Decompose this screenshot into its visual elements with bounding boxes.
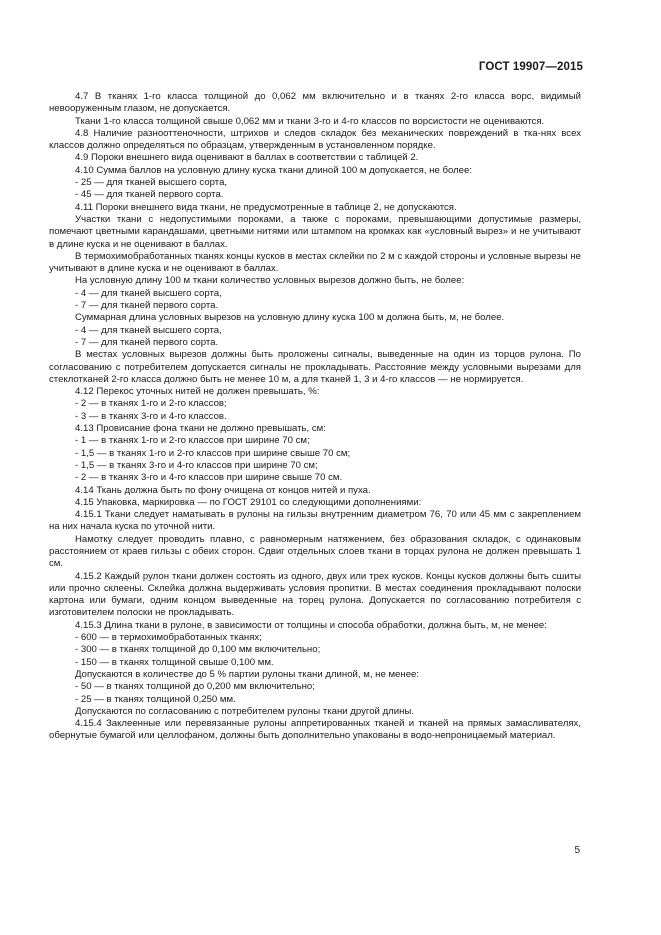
- list-item: - 300 — в тканях толщиной до 0,100 мм включительно;: [75, 644, 321, 656]
- paragraph-4-15: 4.15 Упаковка, маркировка — по ГОСТ 29101 со следующими дополнениями:: [75, 496, 422, 508]
- list-item: - 2 — в тканях 1-го и 2-го классов;: [75, 398, 227, 410]
- list-item: - 50 — в тканях толщиной до 0,200 мм включительно;: [75, 681, 315, 693]
- paragraph-4-10: 4.10 Сумма баллов на условную длину куска ткани длиной 100 м допускается, не более:: [75, 164, 472, 176]
- paragraph: В термохимобработанных тканях концы кусков в местах склейки по 2 м с каждой стороны и условные вырезы не учитывают в длине куска и не оценивают в баллах.: [49, 250, 581, 275]
- paragraph-4-15-1: 4.15.1 Ткани следует наматывать в рулоны на гильзы внутренним диаметром 76, 70 или 45 мм с закреплением на них начала куска по уточной нити.: [49, 509, 581, 533]
- paragraph-4-14: 4.14 Ткань должна быть по фону очищена от концов нитей и пуха.: [75, 484, 371, 496]
- list-item: - 25 — для тканей высшего сорта,: [75, 177, 228, 189]
- list-item: - 25 — в тканях толщиной 0,250 мм.: [75, 693, 236, 705]
- paragraph: Намотку следует проводить плавно, с равномерным натяжением, без образования складок, с одинаковым расстоянием от краев гильзы с обеих сторон. Сдвиг отдельных слоев ткани в торцах рулона не должен превышать 1 см.: [49, 533, 581, 570]
- page-number: 5: [574, 845, 580, 856]
- paragraph-4-13: 4.13 Провисание фона ткани не должно превышать, см:: [75, 423, 326, 435]
- paragraph-4-12: 4.12 Перекос уточных нитей не должен превышать, %:: [75, 386, 320, 398]
- list-item: - 3 — в тканях 3-го и 4-го классов.: [75, 410, 227, 422]
- paragraph-4-15-2: 4.15.2 Каждый рулон ткани должен состоять из одного, двух или трех кусков. Концы кусков должны быть сшиты или прочно склеены. Склейка должна выдерживать условия пропитки. В местах соединения прокладывают полоски картона или бумаги, одним концом выведенные на торец рулона. Допускается по согласованию потребителя с изготовителем полоски не прокладывать.: [49, 570, 581, 619]
- paragraph: Допускаются по согласованию с потребителем рулоны ткани другой длины.: [75, 705, 414, 717]
- list-item: - 600 — в термохимобработанных тканях;: [75, 632, 262, 644]
- paragraph: Суммарная длина условных вырезов на условную длину куска 100 м должна быть, м, не более.: [75, 312, 505, 324]
- list-item: - 7 — для тканей первого сорта.: [75, 336, 219, 348]
- list-item: - 150 — в тканях толщиной свыше 0,100 мм.: [75, 656, 274, 668]
- list-item: - 4 — для тканей высшего сорта,: [75, 287, 222, 299]
- list-item: - 45 — для тканей первого сорта.: [75, 189, 224, 201]
- list-item: - 2 — в тканях 3-го и 4-го классов при ширине свыше 70 см.: [75, 472, 343, 484]
- paragraph: В местах условных вырезов должны быть проложены сигналы, выведенные на один из торцов рулона. По согласованию с потребителем допускается сигналы не прокладывать. Расстояние между условными вырезами для стеклотканей 2-го класса должно быть не менее 10 м, а для тканей 1, 3 и 4-го классов — не нормируется.: [49, 349, 581, 385]
- paragraph-4-8: 4.8 Наличие разнооттеночности, штрихов и следов складок без механических повреждений в тка-нях всех классов должно определяться по образцам, утвержденным в установленном порядке.: [49, 127, 581, 152]
- document-body: [49, 91, 581, 743]
- paragraph: На условную длину 100 м ткани количество условных вырезов должно быть, не более:: [75, 275, 465, 287]
- list-item: - 7 — для тканей первого сорта.: [75, 300, 219, 312]
- paragraph-4-9: 4.9 Пороки внешнего вида оценивают в баллах в соответствии с таблицей 2.: [75, 152, 419, 164]
- paragraph-4-7: 4.7 В тканях 1-го класса толщиной до 0,062 мм включительно и в тканях 2-го класса ворс, видимый невооруженным глазом, не допускается.: [49, 91, 581, 115]
- paragraph-4-15-3: 4.15.3 Длина ткани в рулоне, в зависимости от толщины и способа обработки, должна быть, м, не менее:: [75, 619, 547, 631]
- list-item: - 4 — для тканей высшего сорта,: [75, 324, 222, 336]
- list-item: - 1 — в тканях 1-го и 2-го классов при ширине 70 см;: [75, 435, 310, 447]
- document-code: ГОСТ 19907—2015: [478, 61, 583, 73]
- paragraph: Допускаются в количестве до 5 % партии рулоны ткани длиной, м, не менее:: [75, 668, 420, 680]
- list-item: - 1,5 — в тканях 1-го и 2-го классов при ширине свыше 70 см;: [75, 447, 351, 459]
- paragraph: Участки ткани с недопустимыми пороками, а также с пороками, превышающими допустимые размеры, помечают цветными карандашами, цветными нитями или штампом на кромках как «условный вырез» и не учитывают в длине куска и не оценивают в баллах.: [49, 213, 581, 250]
- paragraph-4-11: 4.11 Пороки внешнего вида ткани, не предусмотренные в таблице 2, не допускаются.: [75, 201, 457, 213]
- paragraph: Ткани 1-го класса толщиной свыше 0,062 мм и ткани 3-го и 4-го классов по ворсистости не оцениваются.: [75, 115, 545, 127]
- paragraph-4-15-4: 4.15.4 Заклеенные или перевязанные рулоны аппретированных тканей и тканей на прямых замасливателях, обернутые бумагой или целлофаном, должны быть дополнительно упакованы в водо-непроницаемый материал.: [49, 718, 581, 742]
- list-item: - 1,5 — в тканях 3-го и 4-го классов при ширине 70 см;: [75, 459, 318, 471]
